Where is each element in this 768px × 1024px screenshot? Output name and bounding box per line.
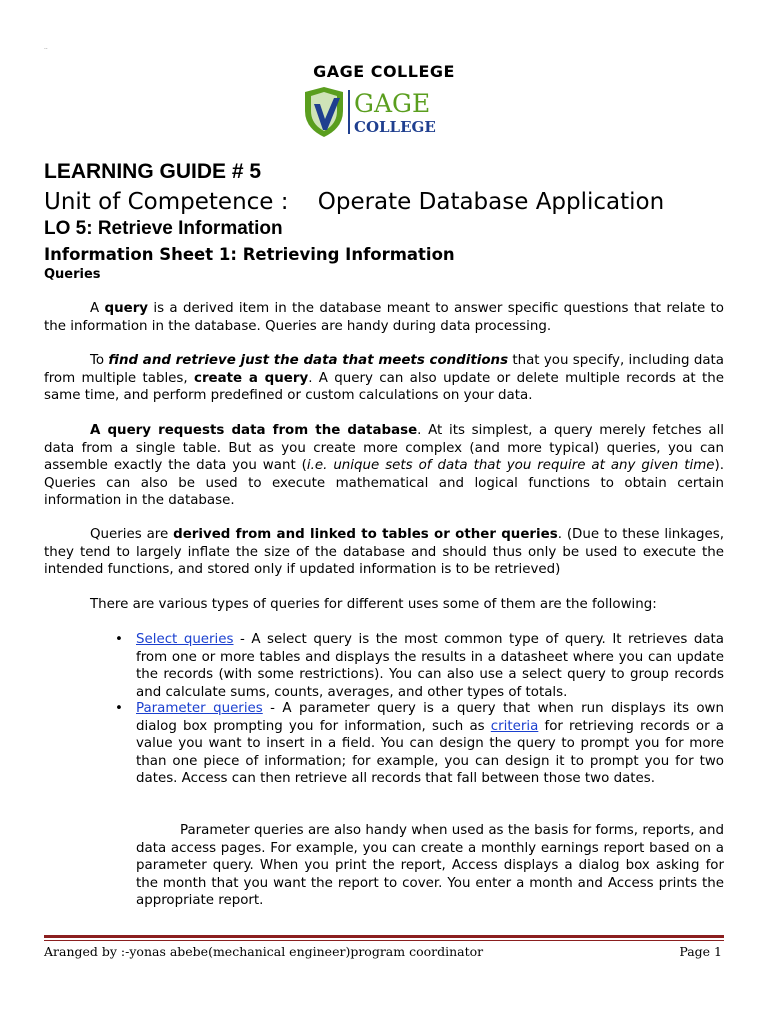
page-number: Page 1 [679,944,722,959]
learning-guide-title: LEARNING GUIDE # 5 [44,160,262,183]
corner-mark: .. [44,44,48,51]
paragraph-6: Parameter queries are also handy when used as the basis for forms, reports, and data access pages. For example, you can create a monthly earnings report based on a parameter query. When you print the report, Access displays a dialog box asking for the month that you want the report to cover. You enter a month and Access prints the appropriate report. [136,823,724,908]
paragraph-3: A query requests data from the database. At its simplest, a query merely fetches all data from a single table. But as you create more complex (and more typical) queries, you can assemble exactly the data you want (i.e. unique sets of data that you require at any given time). Queries can also be used to execute mathematical and logical functions to obtain certain information in the database. [44,423,725,508]
section-heading: Queries [44,267,101,282]
paragraph-5: There are various types of queries for different uses some of them are the following: [90,597,657,612]
paragraph-4: Queries are derived from and linked to tables or other queries. (Due to these linkages, they tend to largely inflate the size of the database and should thus only be used to execute the intended functions, and stored only if updated information is to be retrieved) [44,527,724,577]
unit-label: Unit of Competence : [44,189,289,215]
parameter-queries-link[interactable]: Parameter queries [136,701,263,716]
list-item-select-queries: Select queries - A select query is the most common type of query. It retrieves data from one or more tables and displays the results in a datasheet where you can update the records (with some restrictions). You can also use a select query to group records and calculate sums, counts, averages, and other types of totals. [136,632,725,700]
list-item-parameter-queries: Parameter queries - A parameter query is a query that when run displays its own dialog box prompting you for information, such as criteria for retrieving records or a value you want to insert in a field. You can design the query to prompt you for more than one piece of information; for example, you can design it to prompt you for two dates. Access can then retrieve all records that fall between those two dates. [136,701,724,786]
bullet-icon: • [115,632,123,647]
unit-of-competence [44,189,664,215]
footer-author: Aranged by :-yonas abebe(mechanical engineer)program coordinator [44,944,484,959]
select-queries-link[interactable]: Select queries [136,632,234,647]
college-logo [302,86,472,138]
footer-rule-thin [44,940,724,941]
learning-outcome: LO 5: Retrieve Information [44,218,283,239]
logo-text-bottom: COLLEGE [354,118,436,136]
paragraph-2: To find and retrieve just the data that meets conditions that you specify, including data from multiple tables, create a query. A query can also update or delete multiple records at the same time, and perform predefined or custom calculations on your data. [44,353,724,403]
college-title: GAGE COLLEGE [313,62,455,81]
unit-value: Operate Database Application [317,189,665,215]
logo-text-top: GAGE [354,89,431,118]
bullet-icon: • [115,701,123,716]
footer-rule [44,935,724,938]
info-sheet-title: Information Sheet 1: Retrieving Information [44,245,455,264]
criteria-link[interactable]: criteria [490,718,539,734]
paragraph-1: A query is a derived item in the database meant to answer specific questions that relate to the information in the database. Queries are handy during data processing. [44,301,724,334]
